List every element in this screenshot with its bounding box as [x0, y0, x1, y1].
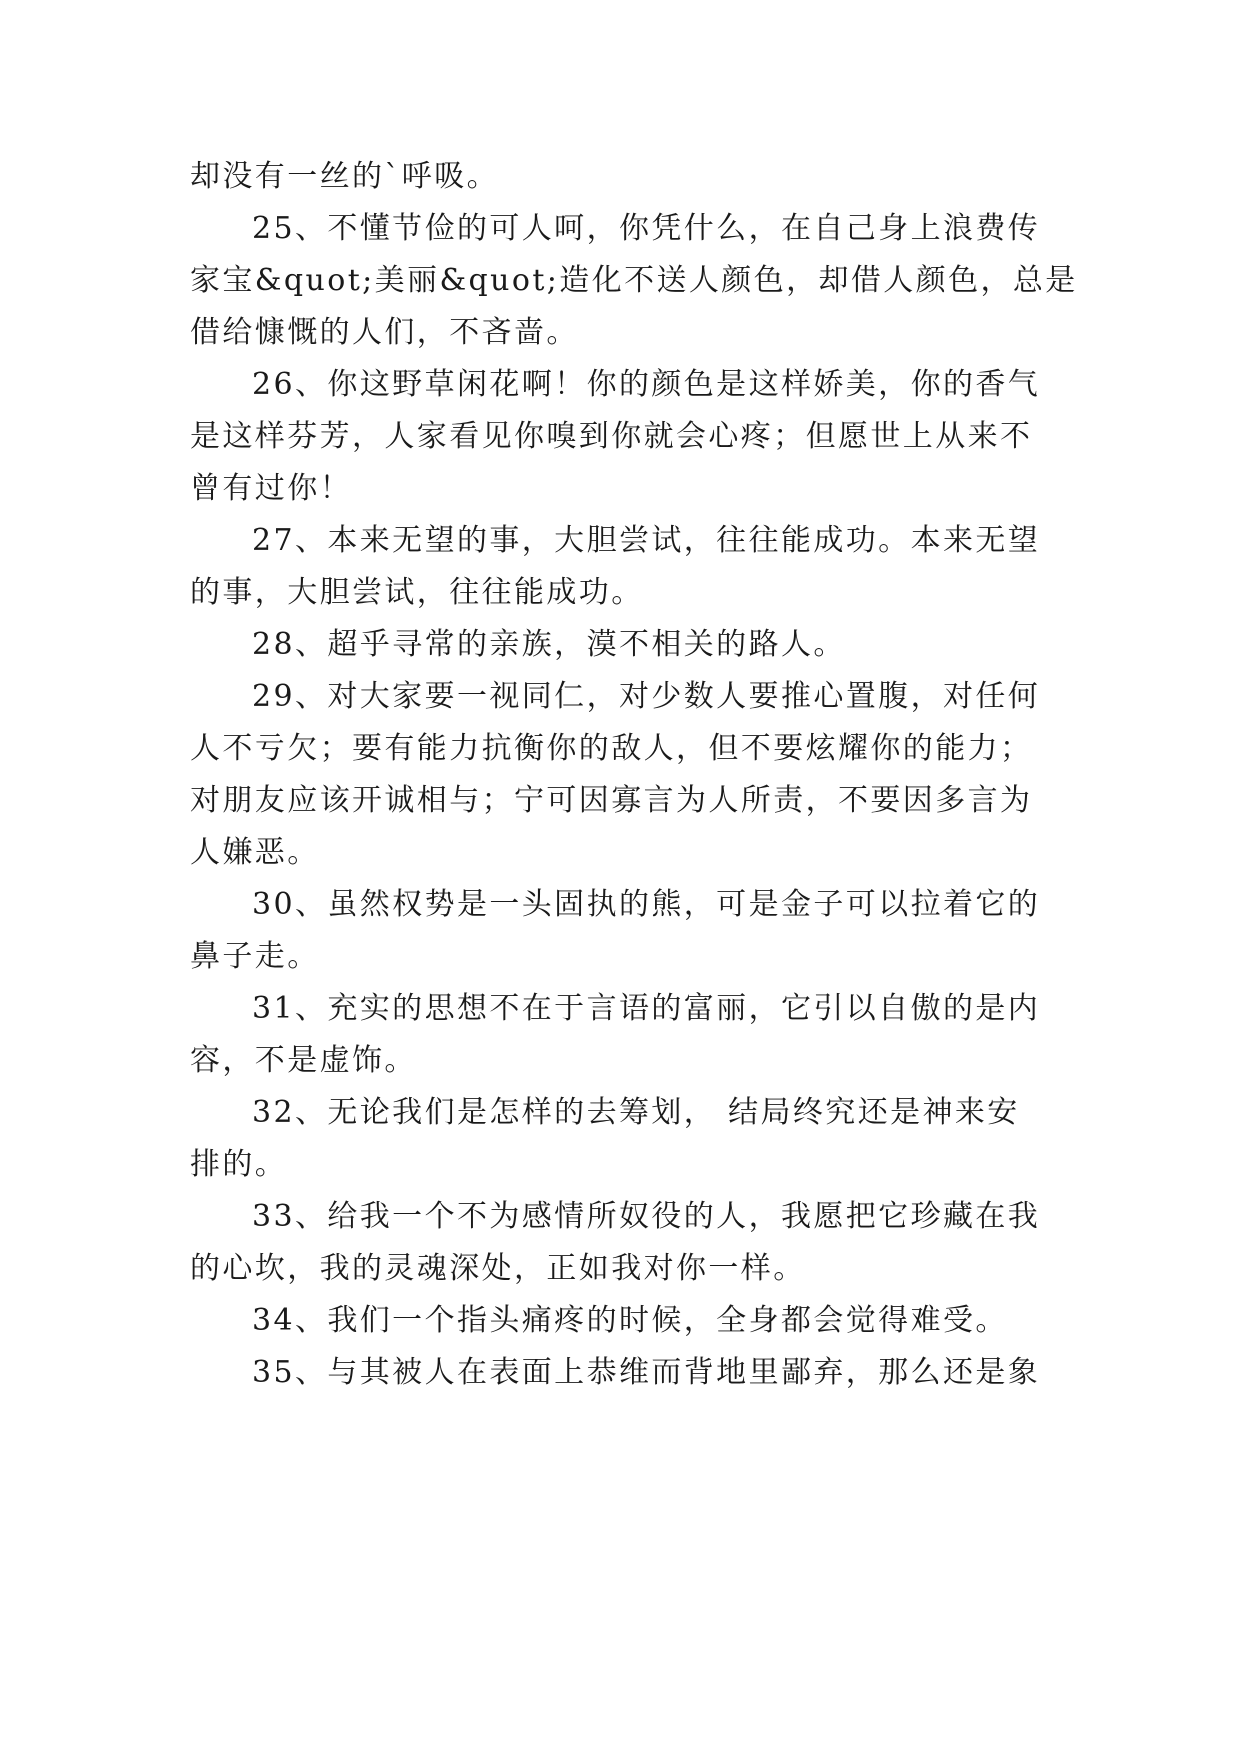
text-line: 的心坎，我的灵魂深处，正如我对你一样。: [190, 1251, 806, 1286]
text-line: 30、虽然权势是一头固执的熊，可是金子可以拉着它的: [252, 887, 1041, 922]
text-line: 却没有一丝的`呼吸。: [190, 159, 499, 194]
text-line: 33、给我一个不为感情所奴役的人，我愿把它珍藏在我: [252, 1199, 1041, 1234]
text-line: 曾有过你！: [190, 471, 352, 506]
text-line: 借给慷慨的人们，不吝啬。: [190, 315, 579, 350]
text-line: 26、你这野草闲花啊！你的颜色是这样娇美，你的香气: [252, 367, 1041, 402]
text-line: 35、与其被人在表面上恭维而背地里鄙弃，那么还是象: [252, 1355, 1041, 1390]
text-line: 鼻子走。: [190, 939, 320, 974]
text-line: 人不亏欠；要有能力抗衡你的敌人，但不要炫耀你的能力；: [190, 731, 1033, 766]
text-line: 容，不是虚饰。: [190, 1043, 417, 1078]
text-line: 28、超乎寻常的亲族，漠不相关的路人。: [252, 627, 846, 662]
text-line: 是这样芬芳，人家看见你嗅到你就会心疼；但愿世上从来不: [190, 419, 1033, 454]
text-line: 家宝&quot;美丽&quot;造化不送人颜色，却借人颜色，总是: [190, 263, 1078, 298]
text-line: 29、对大家要一视同仁，对少数人要推心置腹，对任何: [252, 679, 1041, 714]
text-line: 对朋友应该开诚相与；宁可因寡言为人所责，不要因多言为: [190, 783, 1033, 818]
text-line: 25、不懂节俭的可人呵，你凭什么，在自己身上浪费传: [252, 211, 1041, 246]
text-line: 的事，大胆尝试，往往能成功。: [190, 575, 644, 610]
text-line: 31、充实的思想不在于言语的富丽，它引以自傲的是内: [252, 991, 1041, 1026]
text-line: 32、无论我们是怎样的去筹划， 结局终究还是神来安: [252, 1095, 1020, 1130]
text-line: 排的。: [190, 1147, 288, 1182]
text-line: 人嫌恶。: [190, 835, 320, 870]
text-line: 34、我们一个指头痛疼的时候，全身都会觉得难受。: [252, 1303, 1008, 1338]
text-line: 27、本来无望的事，大胆尝试，往往能成功。本来无望: [252, 523, 1041, 558]
